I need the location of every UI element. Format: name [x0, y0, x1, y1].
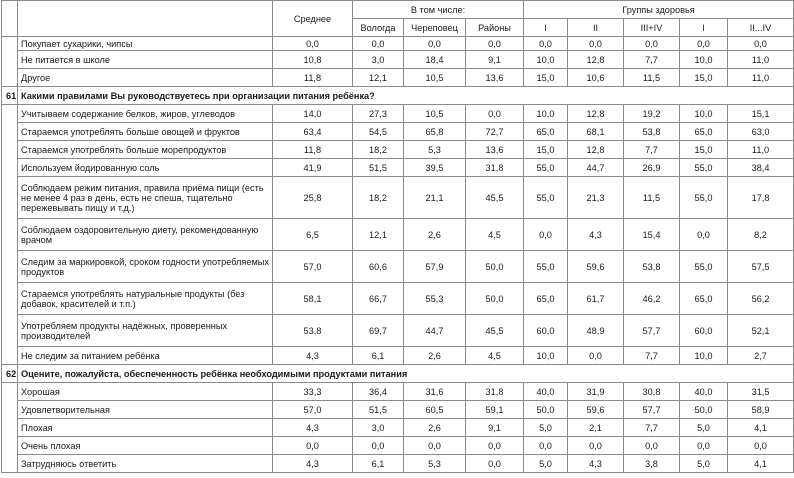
value-cell: 12,1 [353, 219, 404, 251]
value-cell: 12,1 [353, 69, 404, 87]
value-cell: 10,0 [524, 347, 568, 365]
value-cell: 21,3 [568, 177, 624, 219]
value-cell: 0,0 [680, 219, 728, 251]
value-cell: 0,0 [680, 437, 728, 455]
value-cell: 10,6 [568, 69, 624, 87]
value-cell: 9,1 [466, 419, 524, 437]
value-cell: 5,0 [524, 455, 568, 473]
value-cell: 65,0 [680, 123, 728, 141]
value-cell: 0,0 [404, 37, 466, 51]
value-cell: 4,3 [273, 455, 353, 473]
table-row [2, 437, 794, 455]
value-cell: 57,5 [728, 251, 794, 283]
value-cell: 33,3 [273, 383, 353, 401]
value-cell: 3,0 [353, 419, 404, 437]
value-cell: 11,5 [624, 177, 680, 219]
table-row [2, 347, 794, 365]
value-cell: 4,3 [568, 455, 624, 473]
row-label: Хорошая [18, 383, 273, 401]
value-cell: 51,5 [353, 159, 404, 177]
value-cell: 53,8 [624, 251, 680, 283]
row-label: Учитываем содержание белков, жиров, углеводов [18, 105, 273, 123]
value-cell: 57,7 [624, 315, 680, 347]
table-row [2, 141, 794, 159]
value-cell: 31,8 [466, 159, 524, 177]
value-cell: 68,1 [568, 123, 624, 141]
value-cell: 0,0 [728, 37, 794, 51]
value-cell: 0,0 [624, 437, 680, 455]
value-cell: 0,0 [466, 37, 524, 51]
value-cell: 10,5 [404, 69, 466, 87]
table-row [2, 455, 794, 473]
value-cell: 30,8 [624, 383, 680, 401]
value-cell: 17,8 [728, 177, 794, 219]
value-cell: 13,6 [466, 69, 524, 87]
value-cell: 65,0 [680, 283, 728, 315]
row-label: Стараемся употреблять больше морепродуктов [18, 141, 273, 159]
value-cell: 57,0 [273, 401, 353, 419]
value-cell: 11,5 [624, 69, 680, 87]
value-cell: 69,7 [353, 315, 404, 347]
value-cell: 2,6 [404, 219, 466, 251]
value-cell: 60,5 [404, 401, 466, 419]
table-row [2, 37, 794, 51]
value-cell: 3,8 [624, 455, 680, 473]
value-cell: 45,5 [466, 315, 524, 347]
row-label: Стараемся употреблять натуральные продукты (без добавок, красителей и т.п.) [18, 283, 273, 315]
row-number-spacer [2, 383, 18, 473]
value-cell: 44,7 [568, 159, 624, 177]
value-cell: 15,4 [624, 219, 680, 251]
value-cell: 0,0 [568, 347, 624, 365]
value-cell: 2,6 [404, 419, 466, 437]
value-cell: 50,0 [524, 401, 568, 419]
value-cell: 0,0 [273, 37, 353, 51]
value-cell: 15,0 [680, 69, 728, 87]
row-label: Другое [18, 69, 273, 87]
value-cell: 45,5 [466, 177, 524, 219]
value-cell: 3,0 [353, 51, 404, 69]
row-label: Соблюдаем режим питания, правила приёма пищи (есть не менее 4 раз в день, есть не спеша, тщательно пережевывать пищу и т.д.) [18, 177, 273, 219]
value-cell: 72,7 [466, 123, 524, 141]
value-cell: 10,0 [680, 347, 728, 365]
value-cell: 7,7 [624, 141, 680, 159]
value-cell: 60,0 [680, 315, 728, 347]
question-text: Какими правилами Вы руководствуетесь при организации питания ребёнка? [18, 87, 794, 105]
row-label: Очень плохая [18, 437, 273, 455]
table-row [2, 51, 794, 69]
row-label: Стараемся употреблять больше овощей и фруктов [18, 123, 273, 141]
value-cell: 7,7 [624, 419, 680, 437]
value-cell: 5,0 [524, 419, 568, 437]
row-label: Покупает сухарики, чипсы [18, 37, 273, 51]
value-cell: 5,3 [404, 455, 466, 473]
value-cell: 2,1 [568, 419, 624, 437]
header-group: III+IV [624, 19, 680, 37]
value-cell: 10,0 [524, 51, 568, 69]
value-cell: 0,0 [568, 437, 624, 455]
value-cell: 60,6 [353, 251, 404, 283]
value-cell: 12,8 [568, 105, 624, 123]
value-cell: 11,8 [273, 141, 353, 159]
value-cell: 25,8 [273, 177, 353, 219]
header-empty-label [18, 1, 273, 37]
value-cell: 40,0 [524, 383, 568, 401]
value-cell: 0,0 [524, 219, 568, 251]
value-cell: 21,1 [404, 177, 466, 219]
value-cell: 0,0 [568, 37, 624, 51]
table-row [2, 219, 794, 251]
question-number: 61 [2, 87, 18, 105]
value-cell: 6,1 [353, 455, 404, 473]
value-cell: 10,0 [680, 51, 728, 69]
table-header [2, 1, 794, 37]
value-cell: 0,0 [353, 37, 404, 51]
value-cell: 12,8 [568, 51, 624, 69]
value-cell: 52,1 [728, 315, 794, 347]
value-cell: 18,2 [353, 177, 404, 219]
table-row [2, 251, 794, 283]
question-row [2, 365, 794, 383]
value-cell: 40,0 [680, 383, 728, 401]
value-cell: 55,0 [680, 251, 728, 283]
header-group: I [680, 19, 728, 37]
value-cell: 6,5 [273, 219, 353, 251]
row-label: Плохая [18, 419, 273, 437]
header-city: Череповец [404, 19, 466, 37]
value-cell: 66,7 [353, 283, 404, 315]
value-cell: 0,0 [466, 437, 524, 455]
value-cell: 15,0 [524, 69, 568, 87]
value-cell: 63,4 [273, 123, 353, 141]
value-cell: 41,9 [273, 159, 353, 177]
row-label: Соблюдаем оздоровительную диету, рекомендованную врачом [18, 219, 273, 251]
value-cell: 0,0 [466, 455, 524, 473]
value-cell: 6,1 [353, 347, 404, 365]
value-cell: 55,0 [680, 159, 728, 177]
value-cell: 0,0 [353, 437, 404, 455]
row-label: Удовлетворительная [18, 401, 273, 419]
value-cell: 38,4 [728, 159, 794, 177]
value-cell: 31,9 [568, 383, 624, 401]
value-cell: 10,8 [273, 51, 353, 69]
row-label: Используем йодированную соль [18, 159, 273, 177]
value-cell: 15,0 [524, 141, 568, 159]
value-cell: 50,0 [680, 401, 728, 419]
value-cell: 12,8 [568, 141, 624, 159]
value-cell: 5,0 [680, 419, 728, 437]
row-number-spacer [2, 37, 18, 87]
value-cell: 63,0 [728, 123, 794, 141]
value-cell: 11,0 [728, 51, 794, 69]
header-city: Районы [466, 19, 524, 37]
header-city: Вологда [353, 19, 404, 37]
value-cell: 61,7 [568, 283, 624, 315]
value-cell: 8,2 [728, 219, 794, 251]
value-cell: 36,4 [353, 383, 404, 401]
value-cell: 4,3 [273, 419, 353, 437]
row-number-spacer [2, 105, 18, 365]
value-cell: 15,1 [728, 105, 794, 123]
value-cell: 57,0 [273, 251, 353, 283]
table-row [2, 123, 794, 141]
value-cell: 0,0 [524, 437, 568, 455]
table-row [2, 383, 794, 401]
header-group: I [524, 19, 568, 37]
value-cell: 13,6 [466, 141, 524, 159]
value-cell: 57,7 [624, 401, 680, 419]
header-group: II...IV [728, 19, 794, 37]
value-cell: 50,0 [466, 283, 524, 315]
row-label: Не следим за питанием ребёнка [18, 347, 273, 365]
value-cell: 4,5 [466, 347, 524, 365]
value-cell: 31,5 [728, 383, 794, 401]
table-row [2, 69, 794, 87]
value-cell: 59,6 [568, 251, 624, 283]
value-cell: 50,0 [466, 251, 524, 283]
row-label: Не питается в школе [18, 51, 273, 69]
value-cell: 56,2 [728, 283, 794, 315]
value-cell: 5,0 [680, 455, 728, 473]
value-cell: 2,7 [728, 347, 794, 365]
value-cell: 46,2 [624, 283, 680, 315]
table-row [2, 159, 794, 177]
value-cell: 5,3 [404, 141, 466, 159]
value-cell: 65,0 [524, 123, 568, 141]
value-cell: 58,1 [273, 283, 353, 315]
value-cell: 11,0 [728, 69, 794, 87]
value-cell: 4,1 [728, 455, 794, 473]
table-row [2, 419, 794, 437]
value-cell: 4,3 [568, 219, 624, 251]
value-cell: 55,0 [524, 177, 568, 219]
value-cell: 55,0 [524, 159, 568, 177]
value-cell: 7,7 [624, 51, 680, 69]
value-cell: 59,1 [466, 401, 524, 419]
value-cell: 0,0 [404, 437, 466, 455]
value-cell: 0,0 [524, 37, 568, 51]
value-cell: 18,2 [353, 141, 404, 159]
value-cell: 48,9 [568, 315, 624, 347]
value-cell: 58,9 [728, 401, 794, 419]
value-cell: 26,9 [624, 159, 680, 177]
table-body [2, 37, 794, 473]
question-row [2, 87, 794, 105]
header-average: Среднее [273, 1, 353, 37]
question-text: Оцените, пожалуйста, обеспеченность ребёнка необходимыми продуктами питания [18, 365, 794, 383]
value-cell: 11,0 [728, 141, 794, 159]
value-cell: 44,7 [404, 315, 466, 347]
value-cell: 4,1 [728, 419, 794, 437]
value-cell: 0,0 [728, 437, 794, 455]
value-cell: 4,3 [273, 347, 353, 365]
value-cell: 54,5 [353, 123, 404, 141]
value-cell: 55,0 [524, 251, 568, 283]
value-cell: 65,0 [524, 283, 568, 315]
value-cell: 10,5 [404, 105, 466, 123]
value-cell: 0,0 [624, 37, 680, 51]
value-cell: 7,7 [624, 347, 680, 365]
value-cell: 55,3 [404, 283, 466, 315]
value-cell: 39,5 [404, 159, 466, 177]
row-label: Употребляем продукты надёжных, проверенных производителей [18, 315, 273, 347]
header-including: В том числе: [353, 1, 524, 19]
table-row [2, 401, 794, 419]
value-cell: 59,6 [568, 401, 624, 419]
header-group: II [568, 19, 624, 37]
table-row [2, 283, 794, 315]
value-cell: 2,6 [404, 347, 466, 365]
table-row [2, 105, 794, 123]
value-cell: 11,8 [273, 69, 353, 87]
row-label: Затрудняюсь ответить [18, 455, 273, 473]
value-cell: 19,2 [624, 105, 680, 123]
value-cell: 4,5 [466, 219, 524, 251]
value-cell: 53,8 [273, 315, 353, 347]
value-cell: 55,0 [680, 177, 728, 219]
value-cell: 10,0 [680, 105, 728, 123]
value-cell: 15,0 [680, 141, 728, 159]
value-cell: 18,4 [404, 51, 466, 69]
header-health-groups: Группы здоровья [524, 1, 794, 19]
value-cell: 65,8 [404, 123, 466, 141]
value-cell: 14,0 [273, 105, 353, 123]
value-cell: 53,8 [624, 123, 680, 141]
value-cell: 10,0 [524, 105, 568, 123]
value-cell: 60,0 [524, 315, 568, 347]
row-label: Следим за маркировкой, сроком годности употребляемых продуктов [18, 251, 273, 283]
value-cell: 0,0 [680, 37, 728, 51]
value-cell: 0,0 [466, 105, 524, 123]
value-cell: 0,0 [273, 437, 353, 455]
survey-table [1, 0, 794, 473]
value-cell: 51,5 [353, 401, 404, 419]
value-cell: 31,8 [466, 383, 524, 401]
header-empty-number [2, 1, 18, 37]
table-row [2, 315, 794, 347]
value-cell: 27,3 [353, 105, 404, 123]
table-row [2, 177, 794, 219]
value-cell: 57,9 [404, 251, 466, 283]
question-number: 62 [2, 365, 18, 383]
value-cell: 31,6 [404, 383, 466, 401]
value-cell: 9,1 [466, 51, 524, 69]
